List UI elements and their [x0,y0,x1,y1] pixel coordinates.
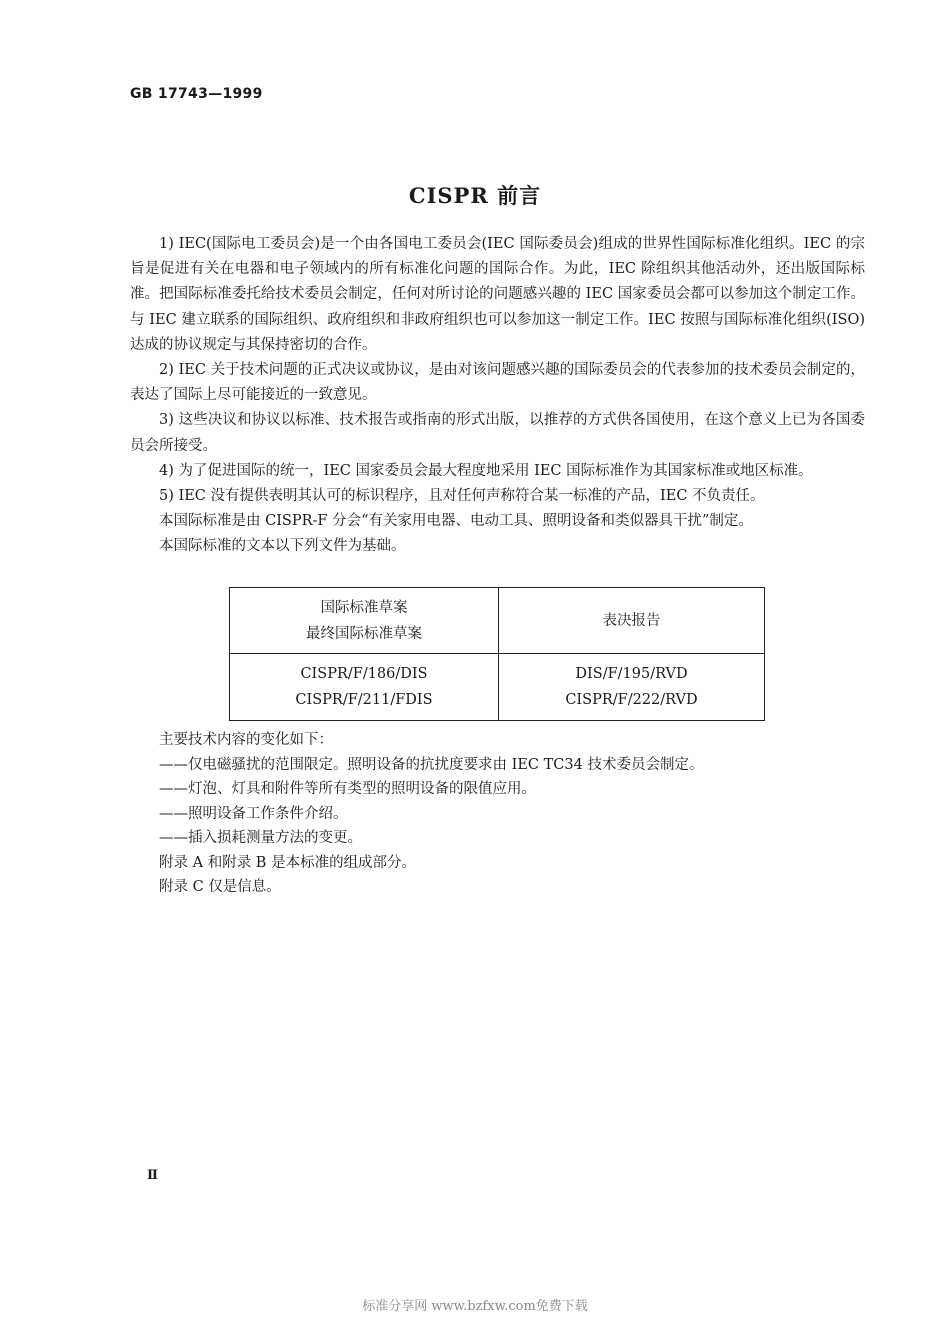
change-item-3: ——照明设备工作条件介绍。 [159,805,348,822]
table-header-left [230,588,498,654]
page-title: CISPR 前言 [408,183,542,208]
table-cell-left-line-2: CISPR/F/211/FDIS [295,692,433,708]
appendix-note-2: 附录 C 仅是信息。 [159,879,281,895]
document-basis-table [229,587,765,721]
paragraph-3: 3) 这些决议和协议以标准、技术报告或指南的形式出版，以推荐的方式供各国使用，在这个意义上已为各国委员会所接受。 [130,412,865,454]
change-item-4: ——插入损耗测量方法的变更。 [159,830,362,846]
change-item-2: ——灯泡、灯具和附件等所有类型的照明设备的限值应用。 [159,781,536,797]
footer-watermark: 标准分享网 www.bzfxw.com免费下载 [362,1299,588,1314]
table-cell-left-line-1: CISPR/F/186/DIS [300,666,428,682]
appendix-note-1: 附录 A 和附录 B 是本标准的组成部分。 [159,854,417,871]
table-header-left-line-1: 国际标准草案 [320,599,408,616]
paragraph-7: 本国际标准的文本以下列文件为基础。 [159,538,406,555]
changes-intro: 主要技术内容的变化如下： [159,732,333,748]
change-item-1: ——仅电磁骚扰的范围限定。照明设备的抗扰度要求由 IEC TC34 技术委员会制定。 [159,756,704,773]
paragraph-4: 4) 为了促进国际的统一，IEC 国家委员会最大程度地采用 IEC 国际标准作为其国家标准或地区标准。 [159,462,813,479]
paragraph-5: 5) IEC 没有提供表明其认可的标识程序，且对任何声称符合某一标准的产品，IEC 不负责任。 [159,488,765,505]
paragraph-6: 本国际标准是由 CISPR-F 分会“有关家用电器、电动工具、照明设备和类似器具干扰”制定。 [159,513,753,530]
paragraph-2: 2) IEC 关于技术问题的正式决议或协议，是由对该问题感兴趣的国际委员会的代表参加的技术委员会制定的，表达了国际上尽可能接近的一致意见。 [130,362,865,404]
paragraph-1: 1) IEC(国际电工委员会)是一个由各国电工委员会(IEC 国际委员会)组成的世界性国际标准化组织。IEC 的宗旨是促进有关在电器和电子领域内的所有标准化问题的国际合作。为此，IEC 除组织其他活动外，还出版国际标准。把国际标准委托给技术委员会制定，任何对所讨论的问题感兴趣的 IEC 国家委员会都可以参加这个制定工作。与 IEC 建立联系的国际组织、政府组织和非政府组织也可以参加这一制定工作。IEC 按照与国际标准化组织(ISO)达成的协议规定与其保持密切的合作。 [130,236,865,353]
table-header-right [498,588,764,654]
table-header-left-line-2: 最终国际标准草案 [306,625,422,642]
page-number: Ⅱ [147,1168,158,1183]
table-cell-right-line-2: CISPR/F/222/RVD [565,692,698,708]
changes-section [130,728,865,900]
standard-code: GB 17743—1999 [130,86,263,102]
foreword-body [130,232,865,560]
table-cell-right [498,654,764,720]
table-cell-right-line-1: DIS/F/195/RVD [575,666,688,682]
table-cell-left [230,654,498,720]
table-header-right-text: 表决报告 [602,612,661,629]
